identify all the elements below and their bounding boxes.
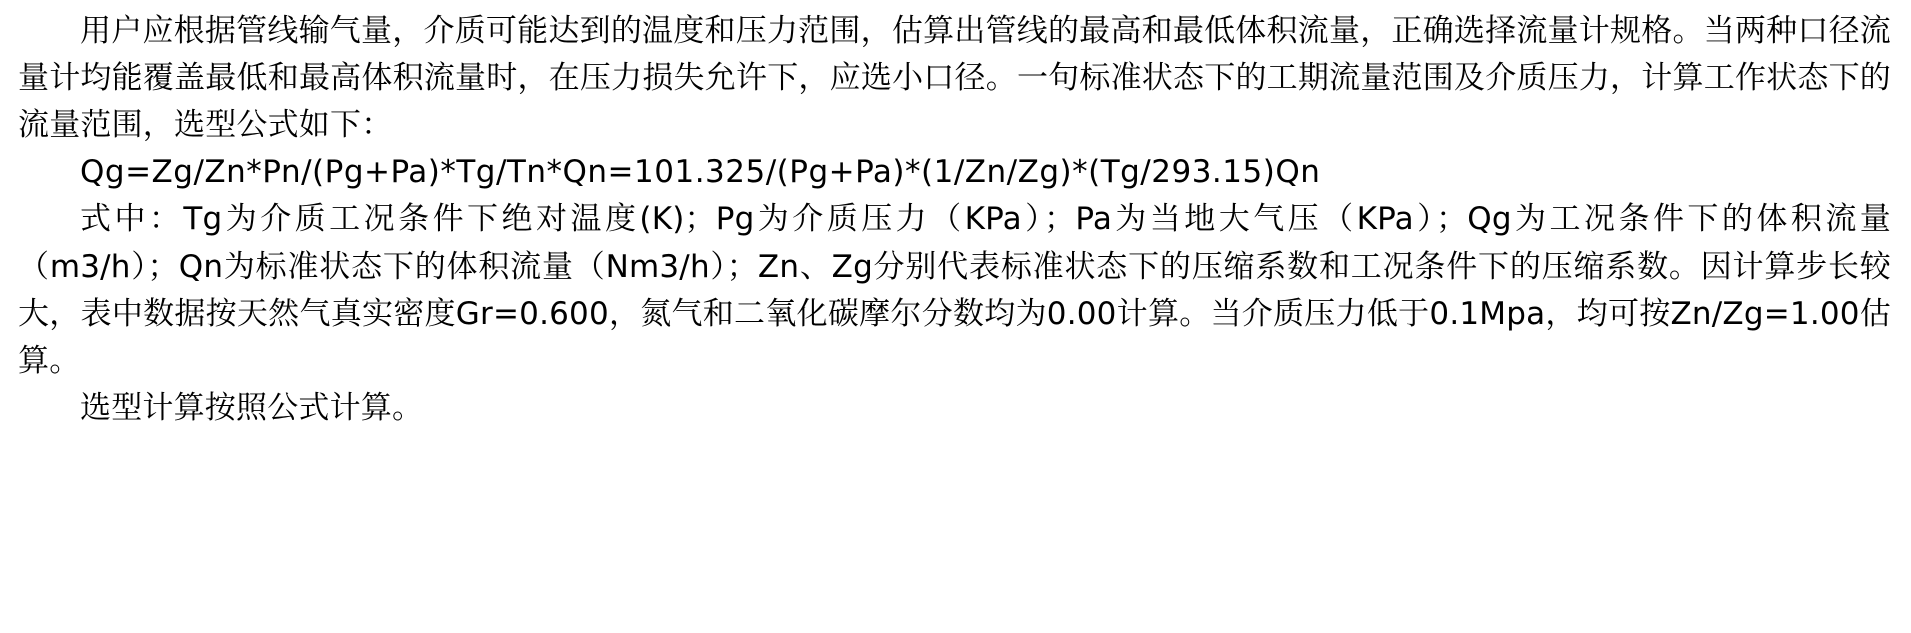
- paragraph-3: 选型计算按照公式计算。: [80, 389, 424, 426]
- paragraph-1: 用户应根据管线输气量，介质可能达到的温度和压力范围，估算出管线的最高和最低体积流量，正确选择流量计规格。当两种口径流量计均能覆盖最低和最高体积流量时，在压力损失允许下，应选小口径。一句标准状态下的工期流量范围及介质压力，计算工作状态下的流量范围，选型公式如下：: [18, 13, 1891, 144]
- paragraph-2: 式中：Tg为介质工况条件下绝对温度(K)；Pg为介质压力（KPa）；Pa为当地大气压（KPa）；Qg为工况条件下的体积流量（m3/h）；Qn为标准状态下的体积流量（Nm3/h）；Zn、Zg分别代表标准状态下的压缩系数和工况条件下的压缩系数。因计算步长较大，表中数据按天然气真实密度Gr=0.600，氮气和二氧化碳摩尔分数均为0.00计算。当介质压力低于0.1Mpa，均可按Zn/Zg=1.00估算。: [18, 201, 1891, 379]
- document-body: [18, 8, 1891, 432]
- formula-line: Qg=Zg/Zn*Pn/(Pg+Pa)*Tg/Tn*Qn=101.325/(Pg+Pa)*(1/Zn/Zg)*(Tg/293.15)Qn: [80, 154, 1321, 191]
